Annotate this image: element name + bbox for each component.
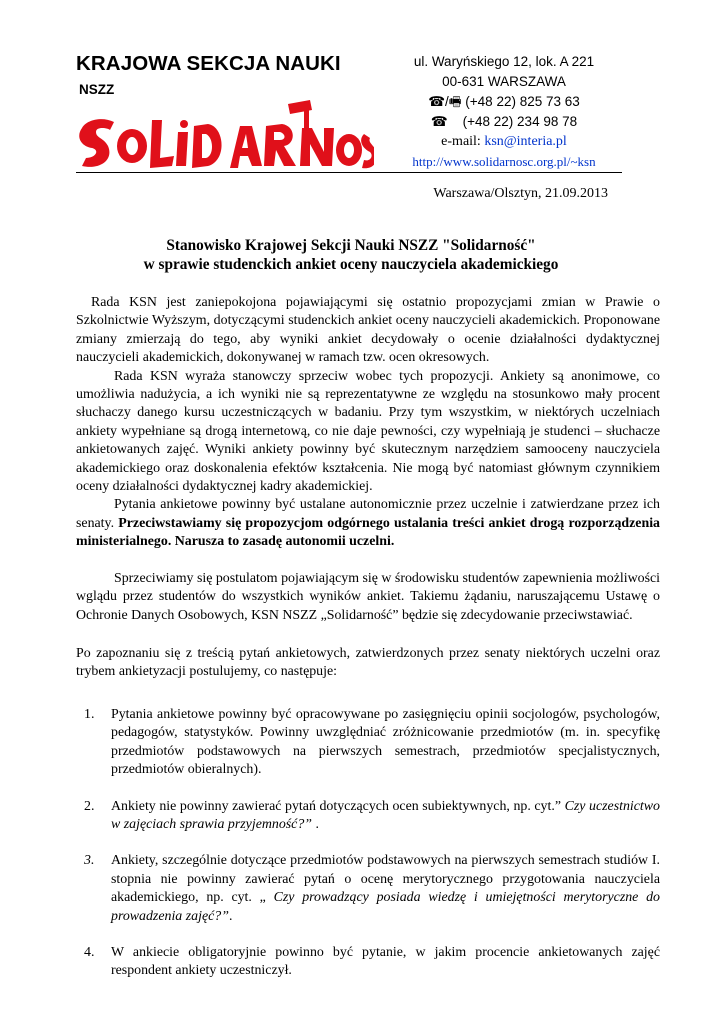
- list-text: Ankiety, szczególnie dotyczące przedmiotów podstawowych na pierwszych semestrach studiów I. stopnia nie powinny zawierać pytań o ocenę merytorycznego przygotowania nauczyciela akademickiego, np. cyt. „: [111, 853, 660, 906]
- list-quote: Czy uczestnictwo w zajęciach sprawia przyjemność?”: [111, 798, 661, 833]
- organization-name: KRAJOWA SEKCJA NAUKI: [76, 52, 341, 75]
- phone-fax-icon: ☎/🖷: [428, 94, 462, 109]
- list-end: .: [315, 817, 319, 833]
- paragraph-3-bold: Przeciwstawiamy się propozycjom odgórnego ustalania treści ankiet drogą rozporządzenia ministerialnego. Narusza to zasadę autonomii uczelni.: [76, 515, 660, 550]
- list-text: Pytania ankietowe powinny być opracowywane po zasięgnięciu opinii socjologów, psychologów, pedagogów, statystyków. Powinny uwzględniać zróżnicowanie przedmiotów (m. in. specyfikę przedmiotów podstawowych na pierwszych semestrach, przedmiotów specjalistycznych, przedmiotów obieralnych).: [111, 707, 660, 778]
- paragraph-2: Rada KSN wyraża stanowczy sprzeciw wobec tych propozycji. Ankiety są anonimowe, co umożliwia nadużycia, a ich wyniki nie są reprezentatywne ze względu na stosunkowo mały procent słuchaczy danego kursu uczestniczących w badaniu. Przy tym wszystkim, w niektórych uczelniach ankiety wypełniane są drogą internetową, co nie daje pewności, czy wypełniają je studenci – słuchacze ankietowanych zajęć. Wyniki ankiety powinny być skutecznym narzędziem samooceny nauczyciela akademickiego oraz doskonalenia efektów kształcenia. Nie mogą być natomiast głównym czynnikiem oceny działalności dydaktycznej kadry akademickiej.: [76, 368, 660, 495]
- postal-city: 00-631 WARSZAWA: [442, 74, 566, 89]
- list-item: [76, 852, 660, 926]
- list-number: 1.: [84, 707, 95, 722]
- paragraph-3: [76, 496, 660, 551]
- organization-subtitle: NSZZ: [79, 82, 115, 97]
- document-body: [76, 294, 660, 682]
- phone-number: (+48 22) 234 98 78: [462, 114, 578, 129]
- paragraph-5: Po zapoznaniu się z treścią pytań ankietowych, zatwierdzonych przez senaty niektórych uczelni oraz trybem ankietyzacji postulujemy, co następuje:: [76, 645, 660, 680]
- email-label: e-mail:: [441, 134, 481, 149]
- address-block: [380, 52, 628, 172]
- phone-line: [380, 112, 628, 132]
- list-text: Ankiety nie powinny zawierać pytań dotyczących ocen subiektywnych, np. cyt.”: [111, 798, 565, 814]
- list-number: 3.: [84, 853, 95, 869]
- postulates-list: [76, 706, 660, 981]
- header-divider: [76, 172, 622, 173]
- paragraph-4: Sprzeciwiamy się postulatom pojawiającym się w środowisku studentów zapewnienia możliwości wglądu przez studentów do wszystkich wyników ankiet. Takiemu żądaniu, naruszającemu Ustawę o Ochronie Danych Osobowych, KSN NSZZ „Solidarność” będzie się zdecydowanie przeciwstawiać.: [76, 570, 660, 623]
- email-line: [380, 132, 628, 152]
- title-line-1: Stanowisko Krajowej Sekcji Nauki NSZZ "Solidarność": [166, 237, 536, 254]
- list-item: [76, 798, 660, 835]
- list-item: [76, 706, 660, 780]
- document-title: [76, 236, 626, 274]
- phone-fax-number: (+48 22) 825 73 63: [465, 94, 580, 109]
- list-end: .: [228, 908, 233, 924]
- paragraph-1: Rada KSN jest zaniepokojona pojawiającymi się ostatnio propozycjami zmian w Prawie o Szkolnictwie Wyższym, dotyczącymi studenckich ankiet oceny nauczycieli akademickich. Proponowane zmiany zmierzają do tego, aby wyniki ankiet decydowały o ocenie działalności dydaktycznej nauczycieli akademickich, dokonywanej w ramach tzw. ocen okresowych.: [76, 295, 660, 366]
- street-address: ul. Waryńskiego 12, lok. A 221: [413, 54, 595, 69]
- phone-icon: ☎: [430, 114, 448, 129]
- title-line-2: w sprawie studenckich ankiet oceny nauczyciela akademickiego: [143, 256, 559, 273]
- website-link[interactable]: http://www.solidarnosc.org.pl/~ksn: [412, 154, 596, 169]
- list-number: 2.: [84, 798, 95, 814]
- paragraph-3-text: Pytania ankietowe powinny być ustalane autonomicznie przez uczelnie i zatwierdzane przez ich senaty.: [76, 497, 660, 531]
- list-number: 4.: [84, 945, 95, 961]
- document-date: Warszawa/Olsztyn, 21.09.2013: [433, 186, 608, 201]
- email-link[interactable]: ksn@interia.pl: [484, 134, 567, 149]
- list-text: W ankiecie obligatoryjnie powinno być pytanie, w jakim procencie ankietowanych zajęć respondent ankiety uczestniczył.: [111, 945, 660, 979]
- phone-fax-line: [380, 92, 628, 112]
- list-quote: Czy prowadzący posiada wiedzę i umiejętności merytoryczne do prowadzenia zajęć?”: [111, 890, 660, 924]
- solidarnosc-logo: [74, 98, 374, 176]
- list-item: [76, 944, 660, 981]
